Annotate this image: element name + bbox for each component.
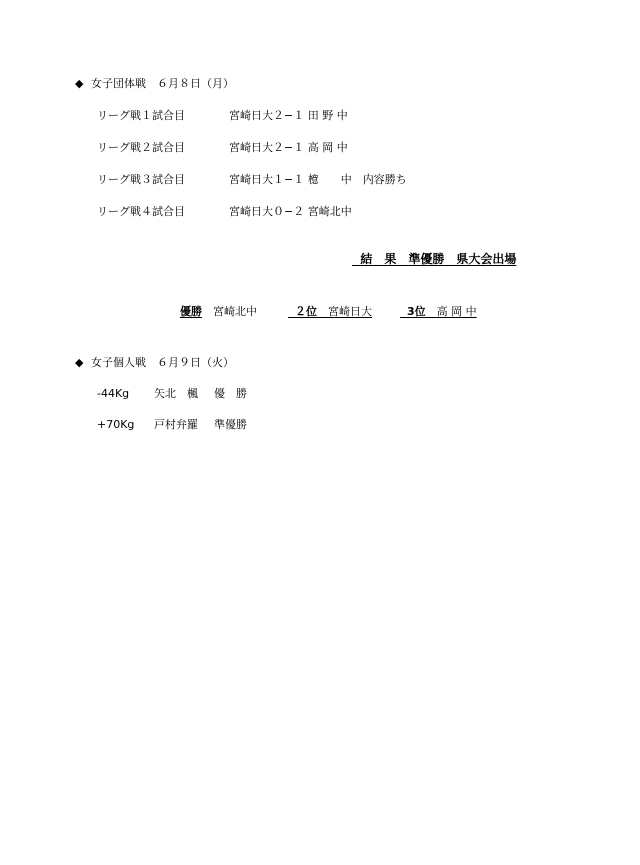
section2-title: 女子個人戦 ６月９日（火） (91, 356, 234, 369)
third-place-label: 3位 (407, 305, 426, 318)
match-result (222, 127, 348, 155)
match-label: リーグ戦２試合目 (97, 141, 185, 154)
match-row (90, 127, 185, 155)
match-label: リーグ戦４試合目 (97, 205, 185, 218)
entry-name-text: 矢北 楓 (154, 387, 198, 400)
entry-weight: -44Kg (97, 387, 130, 400)
diamond-bullet-icon: ◆ (75, 77, 84, 90)
standings-line (173, 291, 257, 319)
section1-title: 女子団体戦 ６月８日（月） (91, 77, 234, 90)
match-result (222, 95, 348, 123)
entry-weight: +70Kg (97, 418, 135, 431)
second-place-team: 宮崎日大 (328, 305, 372, 318)
match-result (222, 159, 407, 187)
entry-name-text: 戸村弁羅 (154, 418, 198, 431)
entry-result (207, 373, 247, 401)
third-place-team: 高 岡 中 (436, 305, 477, 318)
match-row (90, 191, 185, 219)
section2-heading (68, 342, 234, 370)
result-label: 結 果 (360, 252, 397, 266)
entry-name (147, 404, 198, 432)
entry-name (147, 373, 198, 401)
match-label: リーグ戦１試合目 (97, 109, 185, 122)
match-result-text: 宮崎日大２−１ 高 岡 中 (229, 141, 348, 154)
match-result-text: 宮崎日大１−１ 檍 中 内容勝ち (229, 173, 407, 186)
second-place-label: ２位 (295, 305, 317, 318)
result-value: 準優勝 県大会出場 (408, 252, 517, 266)
third-place (400, 291, 477, 319)
match-row (90, 159, 185, 187)
match-result (222, 191, 352, 219)
match-result-text: 宮崎日大０−２ 宮崎北中 (229, 205, 352, 218)
match-label: リーグ戦３試合目 (97, 173, 185, 186)
match-row (90, 95, 185, 123)
section1-heading (68, 63, 234, 91)
first-place-team: 宮崎北中 (213, 305, 257, 318)
match-result-text: 宮崎日大２−１ 田 野 中 (229, 109, 348, 122)
entry-result-text: 優 勝 (214, 387, 247, 400)
entry-result-text: 準優勝 (214, 418, 247, 431)
diamond-bullet-icon: ◆ (75, 356, 84, 369)
entry-result (207, 404, 247, 432)
first-place-label: 優勝 (180, 305, 202, 318)
second-place (288, 291, 372, 319)
overall-result (352, 238, 516, 266)
entry-row (90, 404, 134, 432)
entry-row (90, 373, 129, 401)
